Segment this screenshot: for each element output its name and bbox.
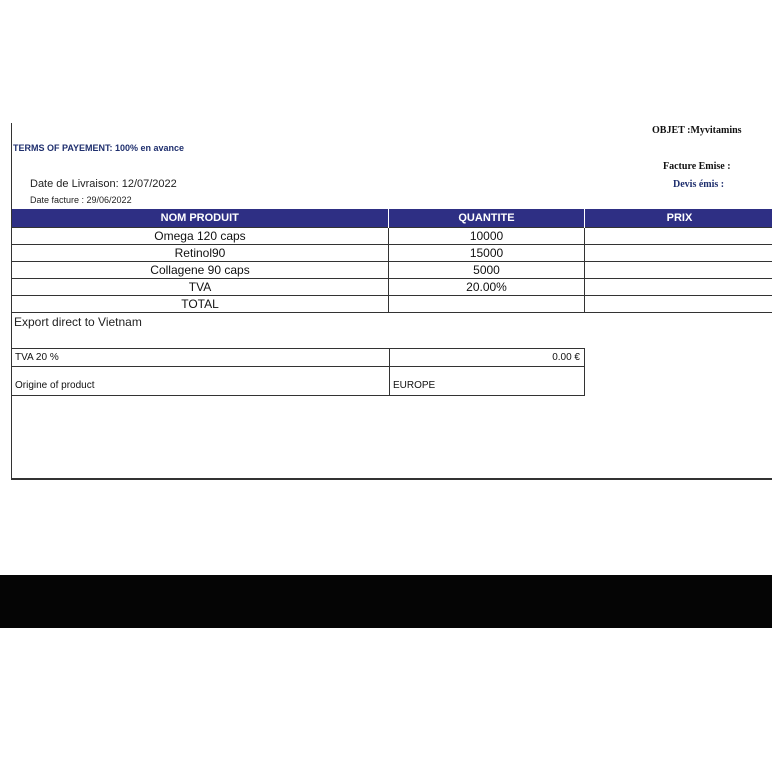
devis-emis-label: Devis émis : bbox=[673, 179, 725, 190]
price-cell bbox=[585, 262, 772, 279]
column-header-quantity: QUANTITE bbox=[389, 209, 585, 228]
table-row bbox=[12, 245, 772, 262]
invoice-date: Date facture : 29/06/2022 bbox=[30, 195, 132, 205]
tva-summary-row bbox=[11, 348, 585, 367]
delivery-date: Date de Livraison: 12/07/2022 bbox=[30, 178, 177, 190]
row-divider bbox=[389, 367, 390, 395]
quantity-cell: 10000 bbox=[389, 228, 585, 245]
table-row bbox=[12, 279, 772, 296]
product-cell: Collagene 90 caps bbox=[12, 262, 389, 279]
product-cell: Omega 120 caps bbox=[12, 228, 389, 245]
row-divider bbox=[389, 349, 390, 366]
tva-label: TVA 20 % bbox=[15, 352, 59, 363]
table-row bbox=[12, 296, 772, 313]
quantity-cell: 15000 bbox=[389, 245, 585, 262]
table-row bbox=[12, 262, 772, 279]
sheet-bottom-border bbox=[11, 478, 772, 480]
tva-value: 0.00 € bbox=[552, 352, 580, 363]
table-header-row bbox=[12, 209, 772, 228]
column-header-price: PRIX bbox=[585, 209, 772, 228]
product-cell: TOTAL bbox=[12, 296, 389, 313]
objet-label: OBJET :Myvitamins bbox=[652, 125, 742, 136]
price-cell bbox=[585, 245, 772, 262]
product-cell: TVA bbox=[12, 279, 389, 296]
origin-label: Origine of product bbox=[15, 380, 95, 391]
quantity-cell: 5000 bbox=[389, 262, 585, 279]
black-band bbox=[0, 575, 772, 628]
products-table bbox=[11, 209, 772, 313]
origin-row bbox=[11, 366, 585, 396]
export-note: Export direct to Vietnam bbox=[14, 315, 142, 329]
terms-of-payment: TERMS OF PAYEMENT: 100% en avance bbox=[13, 143, 185, 153]
facture-emise-label: Facture Emise : bbox=[663, 161, 731, 172]
price-cell bbox=[585, 296, 772, 313]
column-header-product: NOM PRODUIT bbox=[12, 209, 389, 228]
origin-value: EUROPE bbox=[393, 380, 436, 391]
price-cell bbox=[585, 279, 772, 296]
price-cell bbox=[585, 228, 772, 245]
table-row bbox=[12, 228, 772, 245]
quantity-cell bbox=[389, 296, 585, 313]
product-cell: Retinol90 bbox=[12, 245, 389, 262]
quantity-cell: 20.00% bbox=[389, 279, 585, 296]
